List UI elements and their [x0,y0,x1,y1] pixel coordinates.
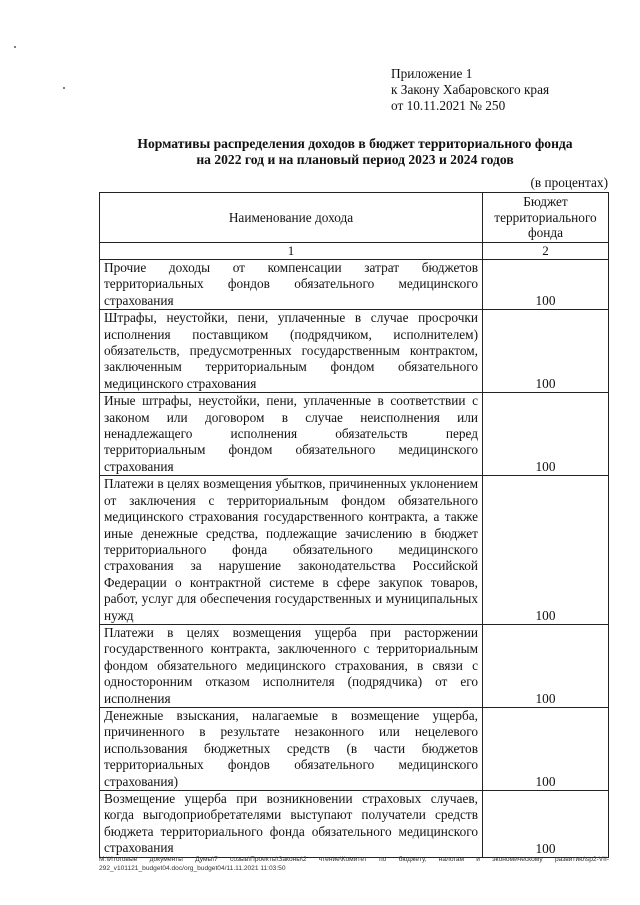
table-row [100,393,609,476]
income-name-cell: Возмещение ущерба при возникновении страховых случаев, когда выгодоприобретателями выступают получатели средств бюджета территориального фонда обязательного медицинского страхования [100,791,483,858]
table-row [100,624,609,707]
attachment-line-1: Приложение 1 [391,66,473,81]
document-title [100,136,610,168]
table-row [100,476,609,625]
column-header-income-name: Наименование дохода [100,193,483,243]
file-path-footer: M:\Итоговые документы Думы\7 созыв\Проекты\Законы\2 чтение\Комитет по бюджету, налогам и экономическому развитию\sp2-VII-292_v101121_budget04.doc/org_budget04/11.11.2021 11:03:50 [99,856,609,872]
percent-value-cell: 100 [483,791,609,858]
percent-value-cell: 100 [483,707,609,790]
title-line-1: Нормативы распределения доходов в бюджет территориального фонда [137,136,573,151]
table-row [100,791,609,858]
percent-value-cell: 100 [483,476,609,625]
table-row [100,707,609,790]
income-name-cell: Иные штрафы, неустойки, пени, уплаченные в соответствии с законом или договором в случае неисполнения или ненадлежащего исполнения обязательств перед территориальным фондом обязательного медицинского страхования [100,393,483,476]
title-line-2: на 2022 год и на плановый период 2023 и 2024 годов [196,152,514,167]
percent-value-cell: 100 [483,624,609,707]
income-distribution-table [99,192,609,858]
income-name-cell: Штрафы, неустойки, пени, уплаченные в случае просрочки исполнения поставщиком (подрядчиком, исполнителем) обязательств, предусмотренных государственным контрактом, заключенным территориальным фондом обязательного медицинского страхования [100,310,483,393]
attachment-line-3: от 10.11.2021 № 250 [391,98,506,113]
percent-value-cell: 100 [483,260,609,310]
income-name-cell: Платежи в целях возмещения убытков, причиненных уклонением от заключения с территориальным фондом обязательного медицинского страхования государственного контракта, а также иные денежные средства, подлежащие зачислению в бюджет территориального фонда обязательного медицинского страхования за нарушение законодательства Российской Федерации о контрактной системе в сфере закупок товаров, работ, услуг для обеспечения государственных и муниципальных нужд [100,476,483,625]
table-row [100,310,609,393]
attachment-note [391,66,611,114]
percent-value-cell: 100 [483,310,609,393]
column-number-1: 1 [100,243,483,260]
scan-speck [63,87,65,89]
income-name-cell: Платежи в целях возмещения ущерба при расторжении государственного контракта, заключенного с территориальным фондом обязательного медицинского страхования, в связи с односторонним отказом исполнителя (подрядчика) от его исполнения [100,624,483,707]
units-note: (в процентах) [530,175,608,190]
table-header-row [100,193,609,243]
column-number-row [100,243,609,260]
income-name-cell: Прочие доходы от компенсации затрат бюджетов территориальных фондов обязательного медицинского страхования [100,260,483,310]
column-number-2: 2 [483,243,609,260]
percent-value-cell: 100 [483,393,609,476]
attachment-line-2: к Закону Хабаровского края [391,82,550,97]
income-name-cell: Денежные взыскания, налагаемые в возмещение ущерба, причиненного в результате незаконного или нецелевого использования бюджетных средств (в части бюджетов территориальных фондов обязательного медицинского страхования) [100,707,483,790]
scan-speck [14,46,16,48]
column-header-fund-budget: Бюджет территориального фонда [483,193,609,243]
table-row [100,260,609,310]
